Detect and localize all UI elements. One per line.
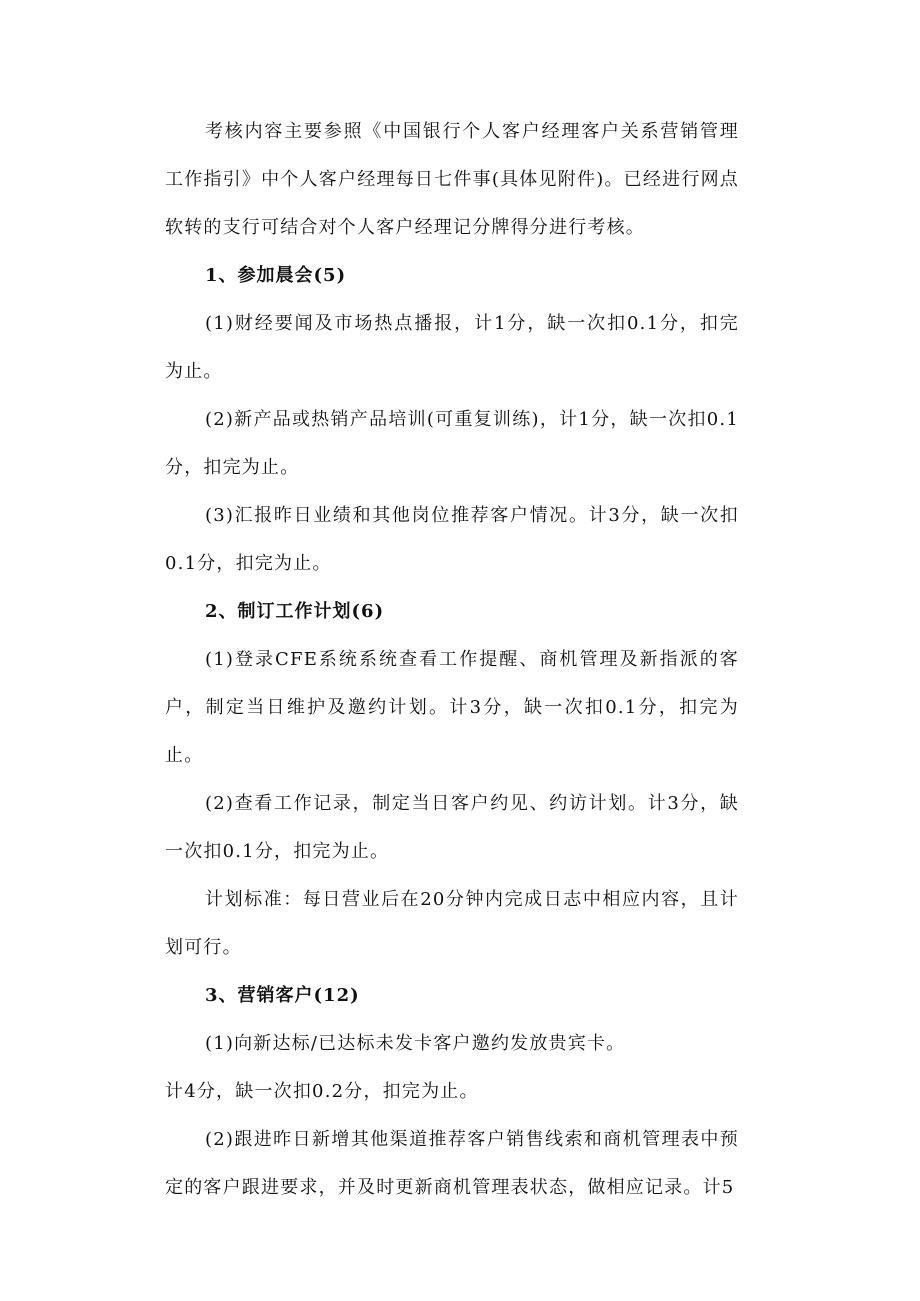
paragraph-3-2: (2)跟进昨日新增其他渠道推荐客户销售线索和商机管理表中预定的客户跟进要求，并及时更新商机管理表状态，做相应记录。计5 — [165, 1129, 739, 1198]
paragraph-2-3: 计划标准：每日营业后在20分钟内完成日志中相应内容，且计划可行。 — [165, 889, 739, 958]
paragraph-1-1: (1)财经要闻及市场热点播报，计1分，缺一次扣0.1分，扣完为止。 — [165, 313, 739, 382]
section-heading-3: 3、营销客户(12) — [205, 985, 360, 1006]
section-heading-1: 1、参加晨会(5) — [205, 265, 347, 286]
paragraph-2-2: (2)查看工作记录，制定当日客户约见、约访计划。计3分，缺一次扣0.1分，扣完为止。 — [165, 793, 739, 862]
document-page — [165, 108, 739, 1212]
paragraph-1-3: (3)汇报昨日业绩和其他岗位推荐客户情况。计3分，缺一次扣0.1分，扣完为止。 — [165, 505, 739, 574]
paragraph-2-1: (1)登录CFE系统系统查看工作提醒、商机管理及新指派的客户，制定当日维护及邀约计划。计3分，缺一次扣0.1分，扣完为止。 — [165, 649, 739, 766]
paragraph-1-2: (2)新产品或热销产品培训(可重复训练)，计1分，缺一次扣0.1分，扣完为止。 — [165, 409, 739, 478]
section-heading-2: 2、制订工作计划(6) — [205, 601, 385, 622]
paragraph-3-1: (1)向新达标/已达标未发卡客户邀约发放贵宾卡。 — [205, 1033, 626, 1054]
intro-paragraph: 考核内容主要参照《中国银行个人客户经理客户关系营销管理工作指引》中个人客户经理每日七件事(具体见附件)。已经进行网点软转的支行可结合对个人客户经理记分牌得分进行考核。 — [165, 121, 739, 238]
paragraph-3-1-score: 计4分，缺一次扣0.2分，扣完为止。 — [165, 1081, 479, 1102]
